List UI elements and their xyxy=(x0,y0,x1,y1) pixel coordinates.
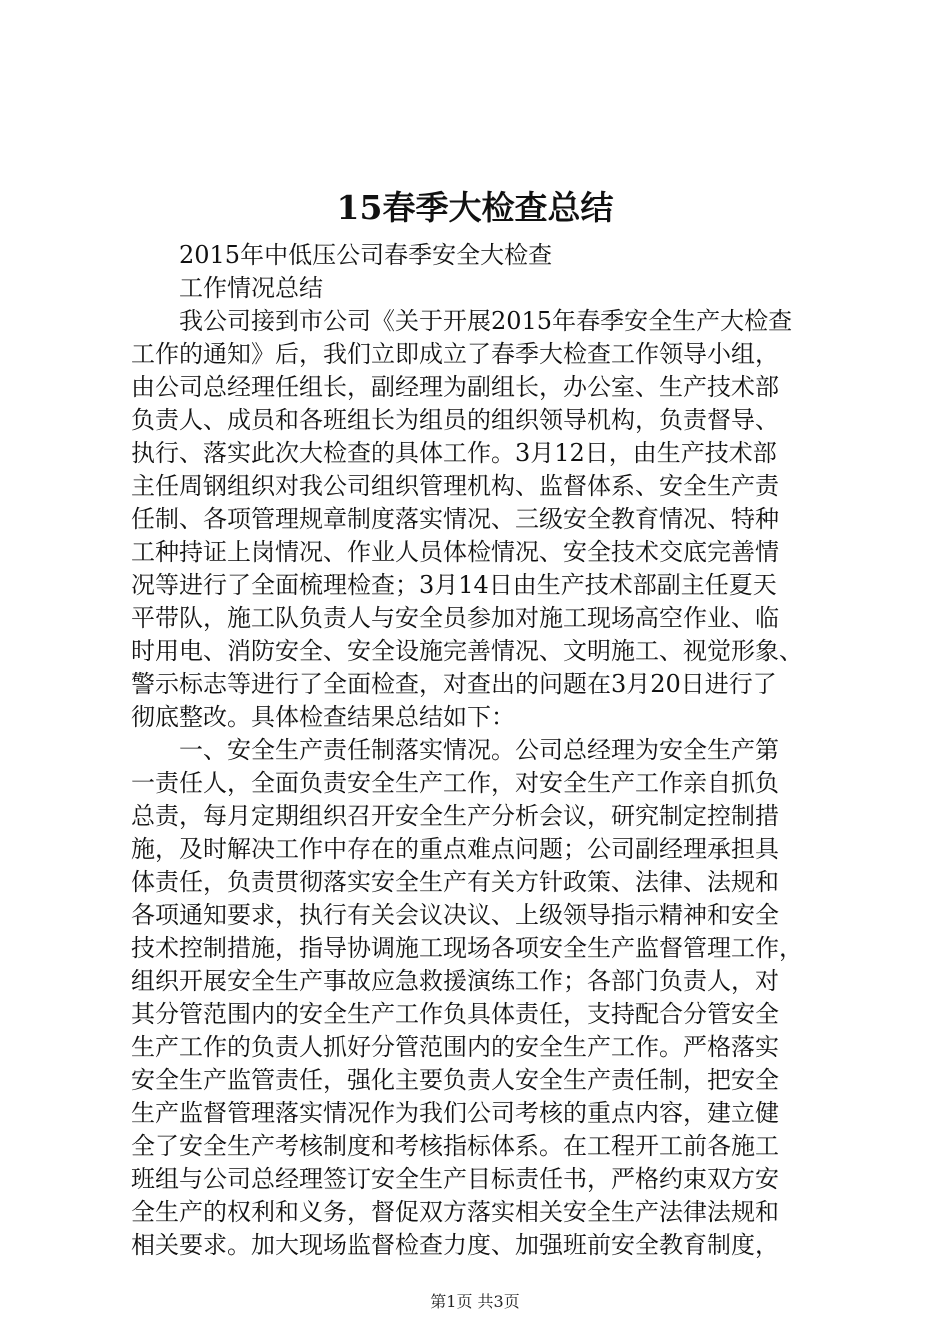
body-line: 技术控制措施，指导协调施工现场各项安全生产监督管理工作， xyxy=(131,934,803,962)
body-line: 任制、各项管理规章制度落实情况、三级安全教育情况、特种 xyxy=(131,505,779,533)
body-line: 全了安全生产考核制度和考核指标体系。在工程开工前各施工 xyxy=(131,1132,779,1160)
body-line: 由公司总经理任组长，副经理为副组长，办公室、生产技术部 xyxy=(131,373,779,401)
body-line: 相关要求。加大现场监督检查力度、加强班前安全教育制度， xyxy=(131,1231,779,1259)
subtitle-line: 2015年中低压公司春季安全大检查 xyxy=(179,241,553,269)
body-line: 我公司接到市公司《关于开展2015年春季安全生产大检查 xyxy=(179,307,793,335)
body-line: 执行、落实此次大检查的具体工作。3月12日，由生产技术部 xyxy=(131,439,777,467)
body-line: 工种持证上岗情况、作业人员体检情况、安全技术交底完善情 xyxy=(131,538,779,566)
body-line: 彻底整改。具体检查结果总结如下： xyxy=(131,703,515,731)
body-line: 生产监督管理落实情况作为我们公司考核的重点内容，建立健 xyxy=(131,1099,779,1127)
body-line: 况等进行了全面梳理检查；3月14日由生产技术部副主任夏天 xyxy=(131,571,777,599)
body-line: 一责任人，全面负责安全生产工作，对安全生产工作亲自抓负 xyxy=(131,769,779,797)
subtitle-line: 工作情况总结 xyxy=(179,274,323,302)
body-line: 其分管范围内的安全生产工作负具体责任，支持配合分管安全 xyxy=(131,1000,779,1028)
document-title: 15春季大检查总结 xyxy=(336,188,614,227)
body-line: 安全生产监管责任，强化主要负责人安全生产责任制，把安全 xyxy=(131,1066,779,1094)
body-line: 主任周钢组织对我公司组织管理机构、监督体系、安全生产责 xyxy=(131,472,779,500)
body-line: 班组与公司总经理签订安全生产目标责任书，严格约束双方安 xyxy=(131,1165,779,1193)
body-line: 施，及时解决工作中存在的重点难点问题；公司副经理承担具 xyxy=(131,835,779,863)
page-indicator: 第1页 共3页 xyxy=(430,1292,520,1311)
body-line: 全生产的权利和义务，督促双方落实相关安全生产法律法规和 xyxy=(131,1198,779,1226)
body-line: 总责，每月定期组织召开安全生产分析会议，研究制定控制措 xyxy=(131,802,779,830)
body-line: 负责人、成员和各班组长为组员的组织领导机构，负责督导、 xyxy=(131,406,779,434)
body-line: 平带队，施工队负责人与安全员参加对施工现场高空作业、临 xyxy=(131,604,779,632)
body-line: 一、安全生产责任制落实情况。公司总经理为安全生产第 xyxy=(179,736,779,764)
body-line: 各项通知要求，执行有关会议决议、上级领导指示精神和安全 xyxy=(131,901,779,929)
body-line: 组织开展安全生产事故应急救援演练工作；各部门负责人，对 xyxy=(131,967,779,995)
body-line: 警示标志等进行了全面检查，对查出的问题在3月20日进行了 xyxy=(131,670,777,698)
body-line: 生产工作的负责人抓好分管范围内的安全生产工作。严格落实 xyxy=(131,1033,779,1061)
body-line: 工作的通知》后，我们立即成立了春季大检查工作领导小组， xyxy=(131,340,779,368)
body-line: 体责任，负责贯彻落实安全生产有关方针政策、法律、法规和 xyxy=(131,868,779,896)
body-line: 时用电、消防安全、安全设施完善情况、文明施工、视觉形象、 xyxy=(131,637,803,665)
